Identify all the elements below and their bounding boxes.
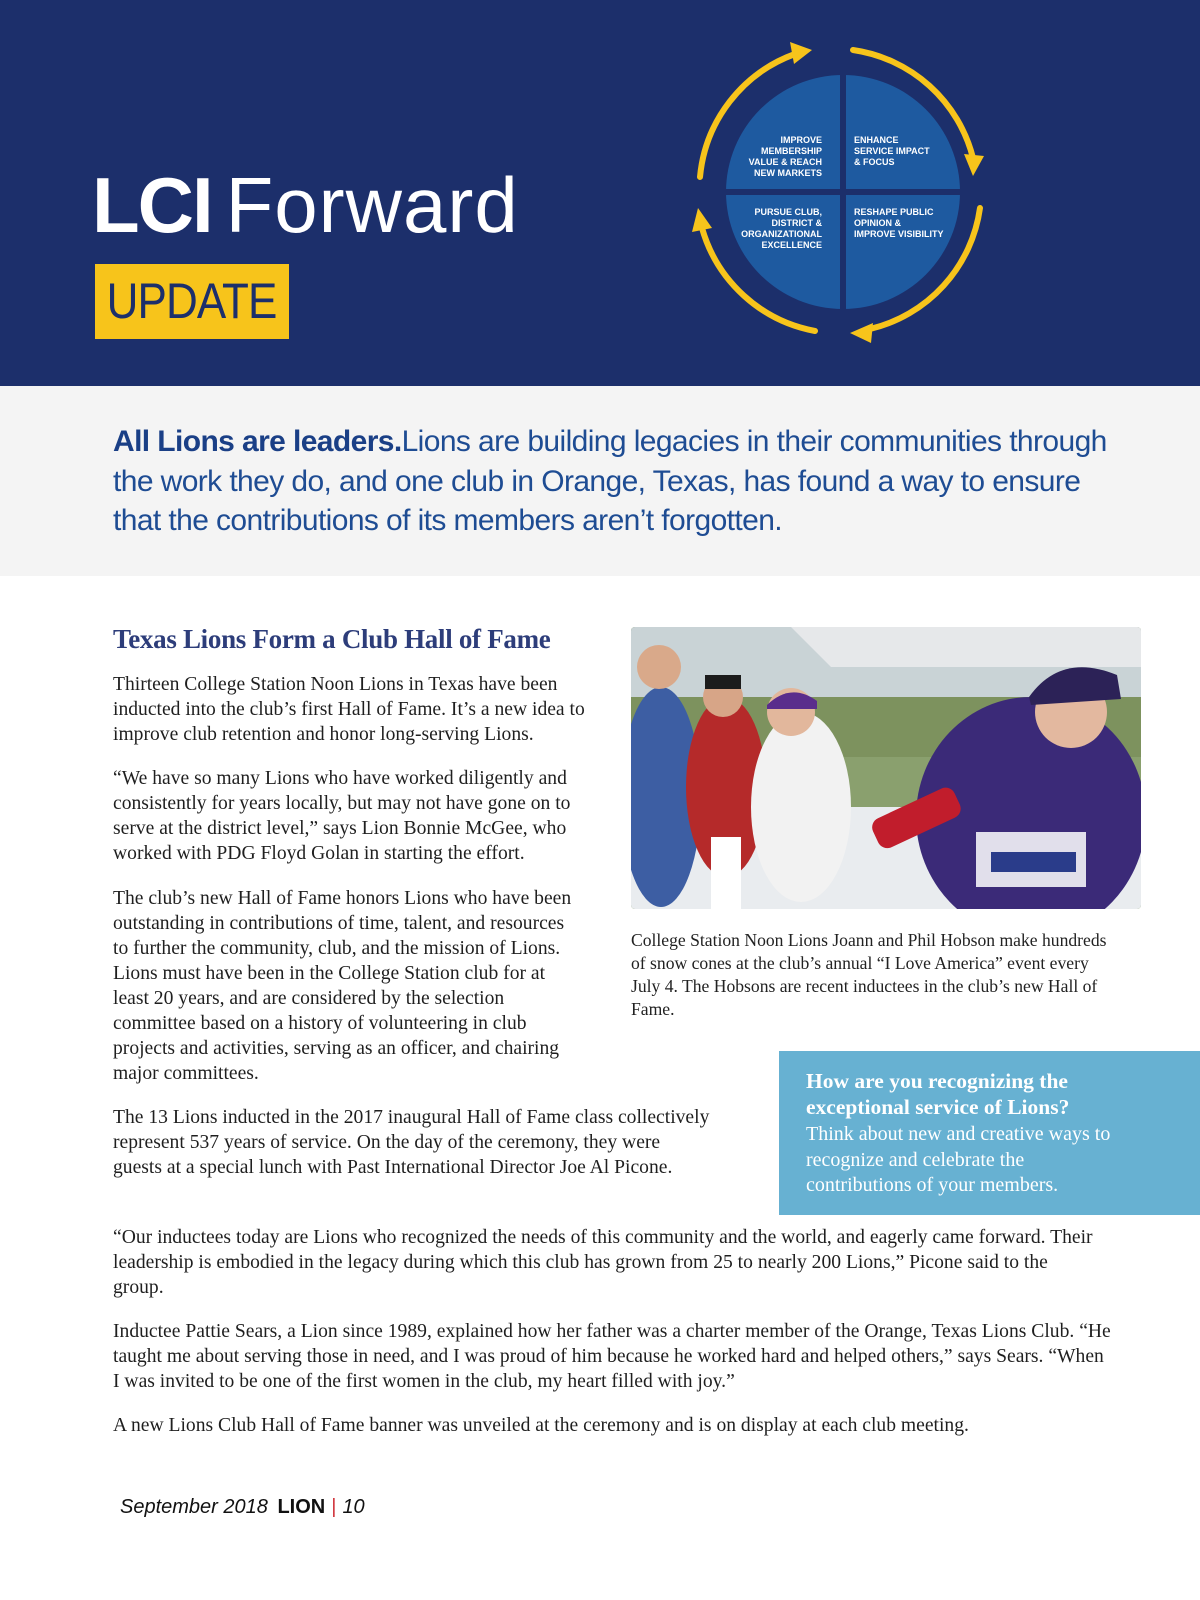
update-badge bbox=[95, 264, 289, 339]
article-paragraph-4: The 13 Lions inducted in the 2017 inaugural Hall of Fame class collectively represent 537 years of service. On the day of the ceremony, they were guests at a special lunch with Past International Director Joe Al Picone. bbox=[113, 1107, 710, 1178]
quadrant-label-visibility: RESHAPE PUBLIC OPINION & IMPROVE VISIBILITY bbox=[854, 207, 944, 239]
quadrant-label-membership: IMPROVE MEMBERSHIP VALUE & REACH NEW MARKETS bbox=[748, 135, 822, 178]
arrowhead-right bbox=[964, 154, 984, 176]
intro-lead: All Lions are leaders. bbox=[113, 425, 402, 458]
update-label: UPDATE bbox=[107, 273, 277, 329]
article-paragraph-6: Inductee Pattie Sears, a Lion since 1989, explained how her father was a charter member of the Orange, Texas Lions Club. “He taught me about serving those in need, and I was proud of him because he worked hard and helped others,” says Sears. “When I was invited to be one of the first women in the club, my heart filled with joy.” bbox=[113, 1321, 1111, 1392]
arrowhead-left bbox=[692, 208, 712, 232]
photo-caption: College Station Noon Lions Joann and Phil Hobson make hundreds of snow cones at the club’s annual “I Love America” event every July 4. The Hobsons are recent inductees in the club’s new Hall of Fame. bbox=[631, 930, 1107, 1019]
article-title: Texas Lions Form a Club Hall of Fame bbox=[113, 624, 551, 654]
callout-question: How are you recognizing the exceptional service of Lions? bbox=[806, 1069, 1070, 1119]
lci-forward-logo bbox=[92, 160, 519, 250]
strategy-cycle-graphic bbox=[690, 40, 1000, 350]
intro-body: Lions are building legacies in their communities through the work they do, and one club in Orange, Texas, has found a way to ensure that the contributions of its members aren’t forgotten. bbox=[113, 425, 1107, 537]
quadrant-top-right bbox=[846, 70, 966, 189]
footer-separator: | bbox=[331, 1496, 337, 1518]
arrowhead-bottom bbox=[850, 323, 873, 343]
footer-magazine: LION bbox=[277, 1496, 326, 1518]
logo-lci-text: LCI bbox=[92, 161, 212, 249]
callout-answer: Think about new and creative ways to recognize and celebrate the contributions of your members. bbox=[806, 1123, 1111, 1196]
article-paragraph-3: The club’s new Hall of Fame honors Lions who have been outstanding in contributions of time, talent, and resources to further the community, club, and the mission of Lions. Lions must have been in the College Station club for at least 20 years, and are considered by the selection committee based on a history of volunteering in club projects and activities, serving as an officer, and chairing major committees. bbox=[113, 888, 572, 1084]
arrowhead-top bbox=[790, 42, 812, 64]
intro-text bbox=[113, 422, 1123, 541]
article-paragraph-5: “Our inductees today are Lions who recognized the needs of this community and the world, and eagerly came forward. Their leadership is embodied in the legacy during which this club has grown from 25 to nearly 200 Lions,” Picone said to the group. bbox=[113, 1227, 1093, 1298]
article-paragraph-7: A new Lions Club Hall of Fame banner was unveiled at the ceremony and is on display at each club meeting. bbox=[113, 1415, 969, 1436]
quadrant-label-excellence: PURSUE CLUB, DISTRICT & ORGANIZATIONAL EXCELLENCE bbox=[741, 207, 822, 250]
quadrant-label-service: ENHANCE SERVICE IMPACT & FOCUS bbox=[854, 135, 930, 167]
article-paragraph-2: “We have so many Lions who have worked diligently and consistently for years locally, but may not have gone on to serve at the district level,” says Lion Bonnie McGee, who worked with PDG Floyd Golan in starting the effort. bbox=[113, 768, 571, 864]
page-footer bbox=[120, 1494, 365, 1520]
article-paragraph-1: Thirteen College Station Noon Lions in Texas have been inducted into the club’s first Hall of Fame. It’s a new idea to improve club retention and honor long-serving Lions. bbox=[113, 674, 585, 745]
footer-date: September 2018 bbox=[120, 1496, 268, 1518]
logo-forward-text: Forward bbox=[225, 161, 519, 249]
snow-cone-photo bbox=[631, 627, 1141, 909]
page-number: 10 bbox=[342, 1496, 365, 1518]
